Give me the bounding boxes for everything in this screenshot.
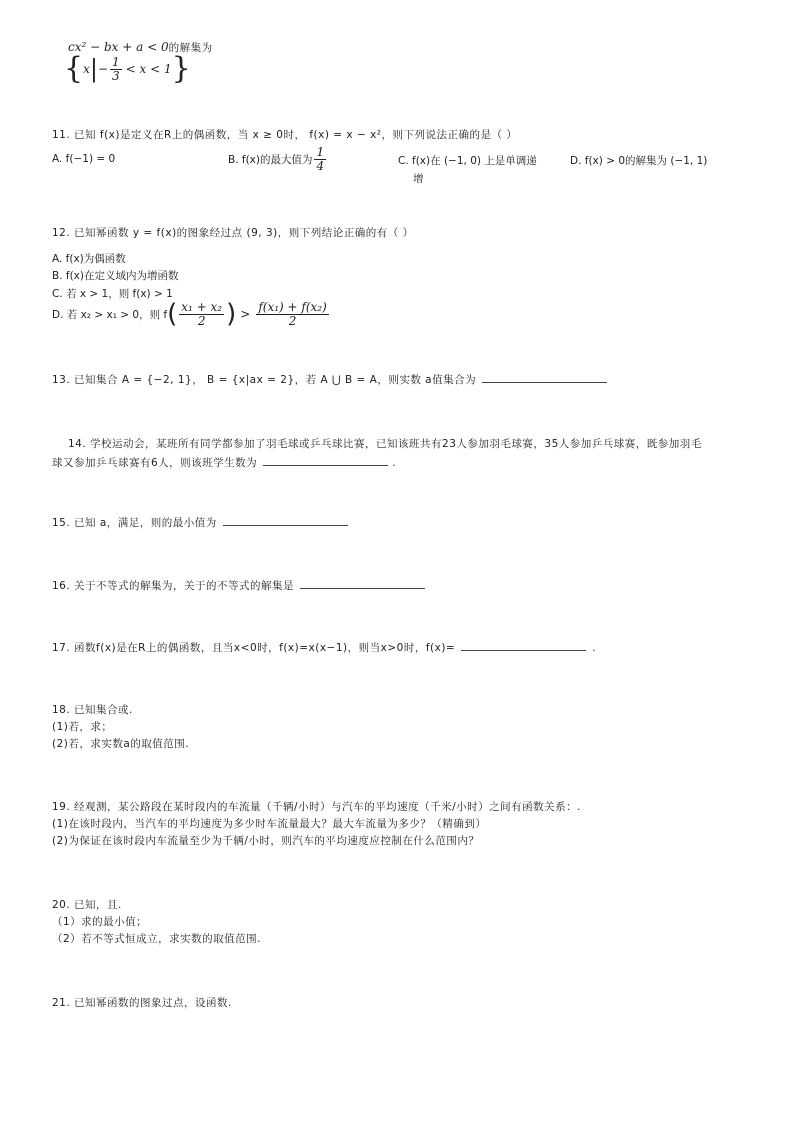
fraction-one-third: $\frac{1}{3}$ xyxy=(112,54,120,83)
right-paren-icon: ) xyxy=(226,299,237,330)
question-14-line1: 14. 学校运动会，某班所有同学都参加了羽毛球或乒乓球比赛，已知该班共有23人参加羽毛球赛，35人参加乒乓球赛，既参加羽毛 xyxy=(68,438,702,450)
set-bar: | xyxy=(89,55,98,83)
answer-blank[interactable] xyxy=(300,578,425,589)
inequality: cx² − bx + a < 0 xyxy=(68,40,169,54)
prev-answer-line xyxy=(68,40,213,55)
answer-blank[interactable] xyxy=(223,515,348,526)
question-18-part1: (1)若，求； xyxy=(52,721,113,733)
question-18-part2: (2)若，求实数a的取值范围. xyxy=(52,738,190,750)
q12-option-b: B. f(x)在定义域内为增函数 xyxy=(52,270,179,282)
q11-option-c: C. f(x)在 (−1, 0) 上是单调递 xyxy=(398,155,537,167)
answer-blank[interactable] xyxy=(482,372,607,383)
question-15: 15. 已知 a，满足，则的最小值为 xyxy=(52,515,348,530)
question-18: 18. 已知集合或. xyxy=(52,704,133,716)
question-16: 16. 关于不等式的解集为，关于的不等式的解集是 xyxy=(52,578,425,593)
question-21: 21. 已知幂函数的图象过点，设函数. xyxy=(52,997,232,1009)
question-14-line2: 球又参加乒乓球赛有6人，则该班学生数为 . xyxy=(52,457,397,469)
fraction-left: $\frac{\text{x₁ + x₂}}{2}$ xyxy=(181,300,223,328)
question-13: 13. 已知集合 A = {−2, 1}， B = {x|ax = 2}，若 A ⋃ B = A，则实数 a值集合为 xyxy=(52,372,607,387)
question-20-part2: （2）若不等式恒成立，求实数的取值范围. xyxy=(52,933,262,945)
fraction-right: $\frac{\text{f(x₁) + f(x₂)}}{2}$ xyxy=(258,300,327,328)
right-brace-icon: } xyxy=(171,51,191,86)
q11-option-b: B. f(x)的最大值为 $\frac{1}{4}$ xyxy=(228,145,325,173)
question-12: 12. 已知幂函数 y = f(x)的图象经过点 (9, 3)，则下列结论正确的有（ ） xyxy=(52,227,414,239)
left-brace-icon: { xyxy=(64,51,84,86)
q11-option-d: D. f(x) > 0的解集为 (−1, 1) xyxy=(570,155,708,167)
question-20-part1: （1）求的最小值； xyxy=(52,916,148,928)
solution-set xyxy=(64,51,191,86)
q11-option-a: A. f(−1) = 0 xyxy=(52,153,116,165)
question-19-part1: (1)在该时段内，当汽车的平均速度为多少时车流量最大？最大车流量为多少？（精确到） xyxy=(52,818,487,830)
question-11: 11. 已知 f(x)是定义在R上的偶函数，当 x ≥ 0时， f(x) = x − x²，则下列说法正确的是（ ） xyxy=(52,129,518,141)
inequality-tail: 的解集为 xyxy=(168,42,213,54)
left-paren-icon: ( xyxy=(167,299,178,330)
question-20: 20. 已知，且. xyxy=(52,899,122,911)
question-17: 17. 函数f(x)是在R上的偶函数，且当x<0时，f(x)=x(x−1)，则当x>0时，f(x)= . xyxy=(52,642,597,654)
q11-option-c-cont: 增 xyxy=(413,173,424,185)
fraction-quarter: $\frac{1}{4}$ xyxy=(316,145,325,173)
set-minus: − xyxy=(97,62,109,76)
answer-blank[interactable] xyxy=(461,640,586,651)
answer-blank[interactable] xyxy=(263,455,388,466)
set-rest: < x < 1 xyxy=(125,62,172,76)
q12-option-a: A. f(x)为偶函数 xyxy=(52,253,126,265)
q12-option-c: C. 若 x > 1，则 f(x) > 1 xyxy=(52,288,173,300)
question-19-part2: (2)为保证在该时段内车流量至少为千辆/小时，则汽车的平均速度应控制在什么范围内？ xyxy=(52,835,480,847)
set-var: x xyxy=(83,62,90,76)
q12-option-d: D. 若 x₂ > x₁ > 0，则 f ( $\frac{\text{x₁ + x₂}}{2}$ ) > $\frac{\text{f(x₁) + f(x₂)}}{2}$ xyxy=(52,299,327,330)
question-19: 19. 经观测，某公路段在某时段内的车流量（千辆/小时）与汽车的平均速度（千米/小时）之间有函数关系：. xyxy=(52,801,581,813)
